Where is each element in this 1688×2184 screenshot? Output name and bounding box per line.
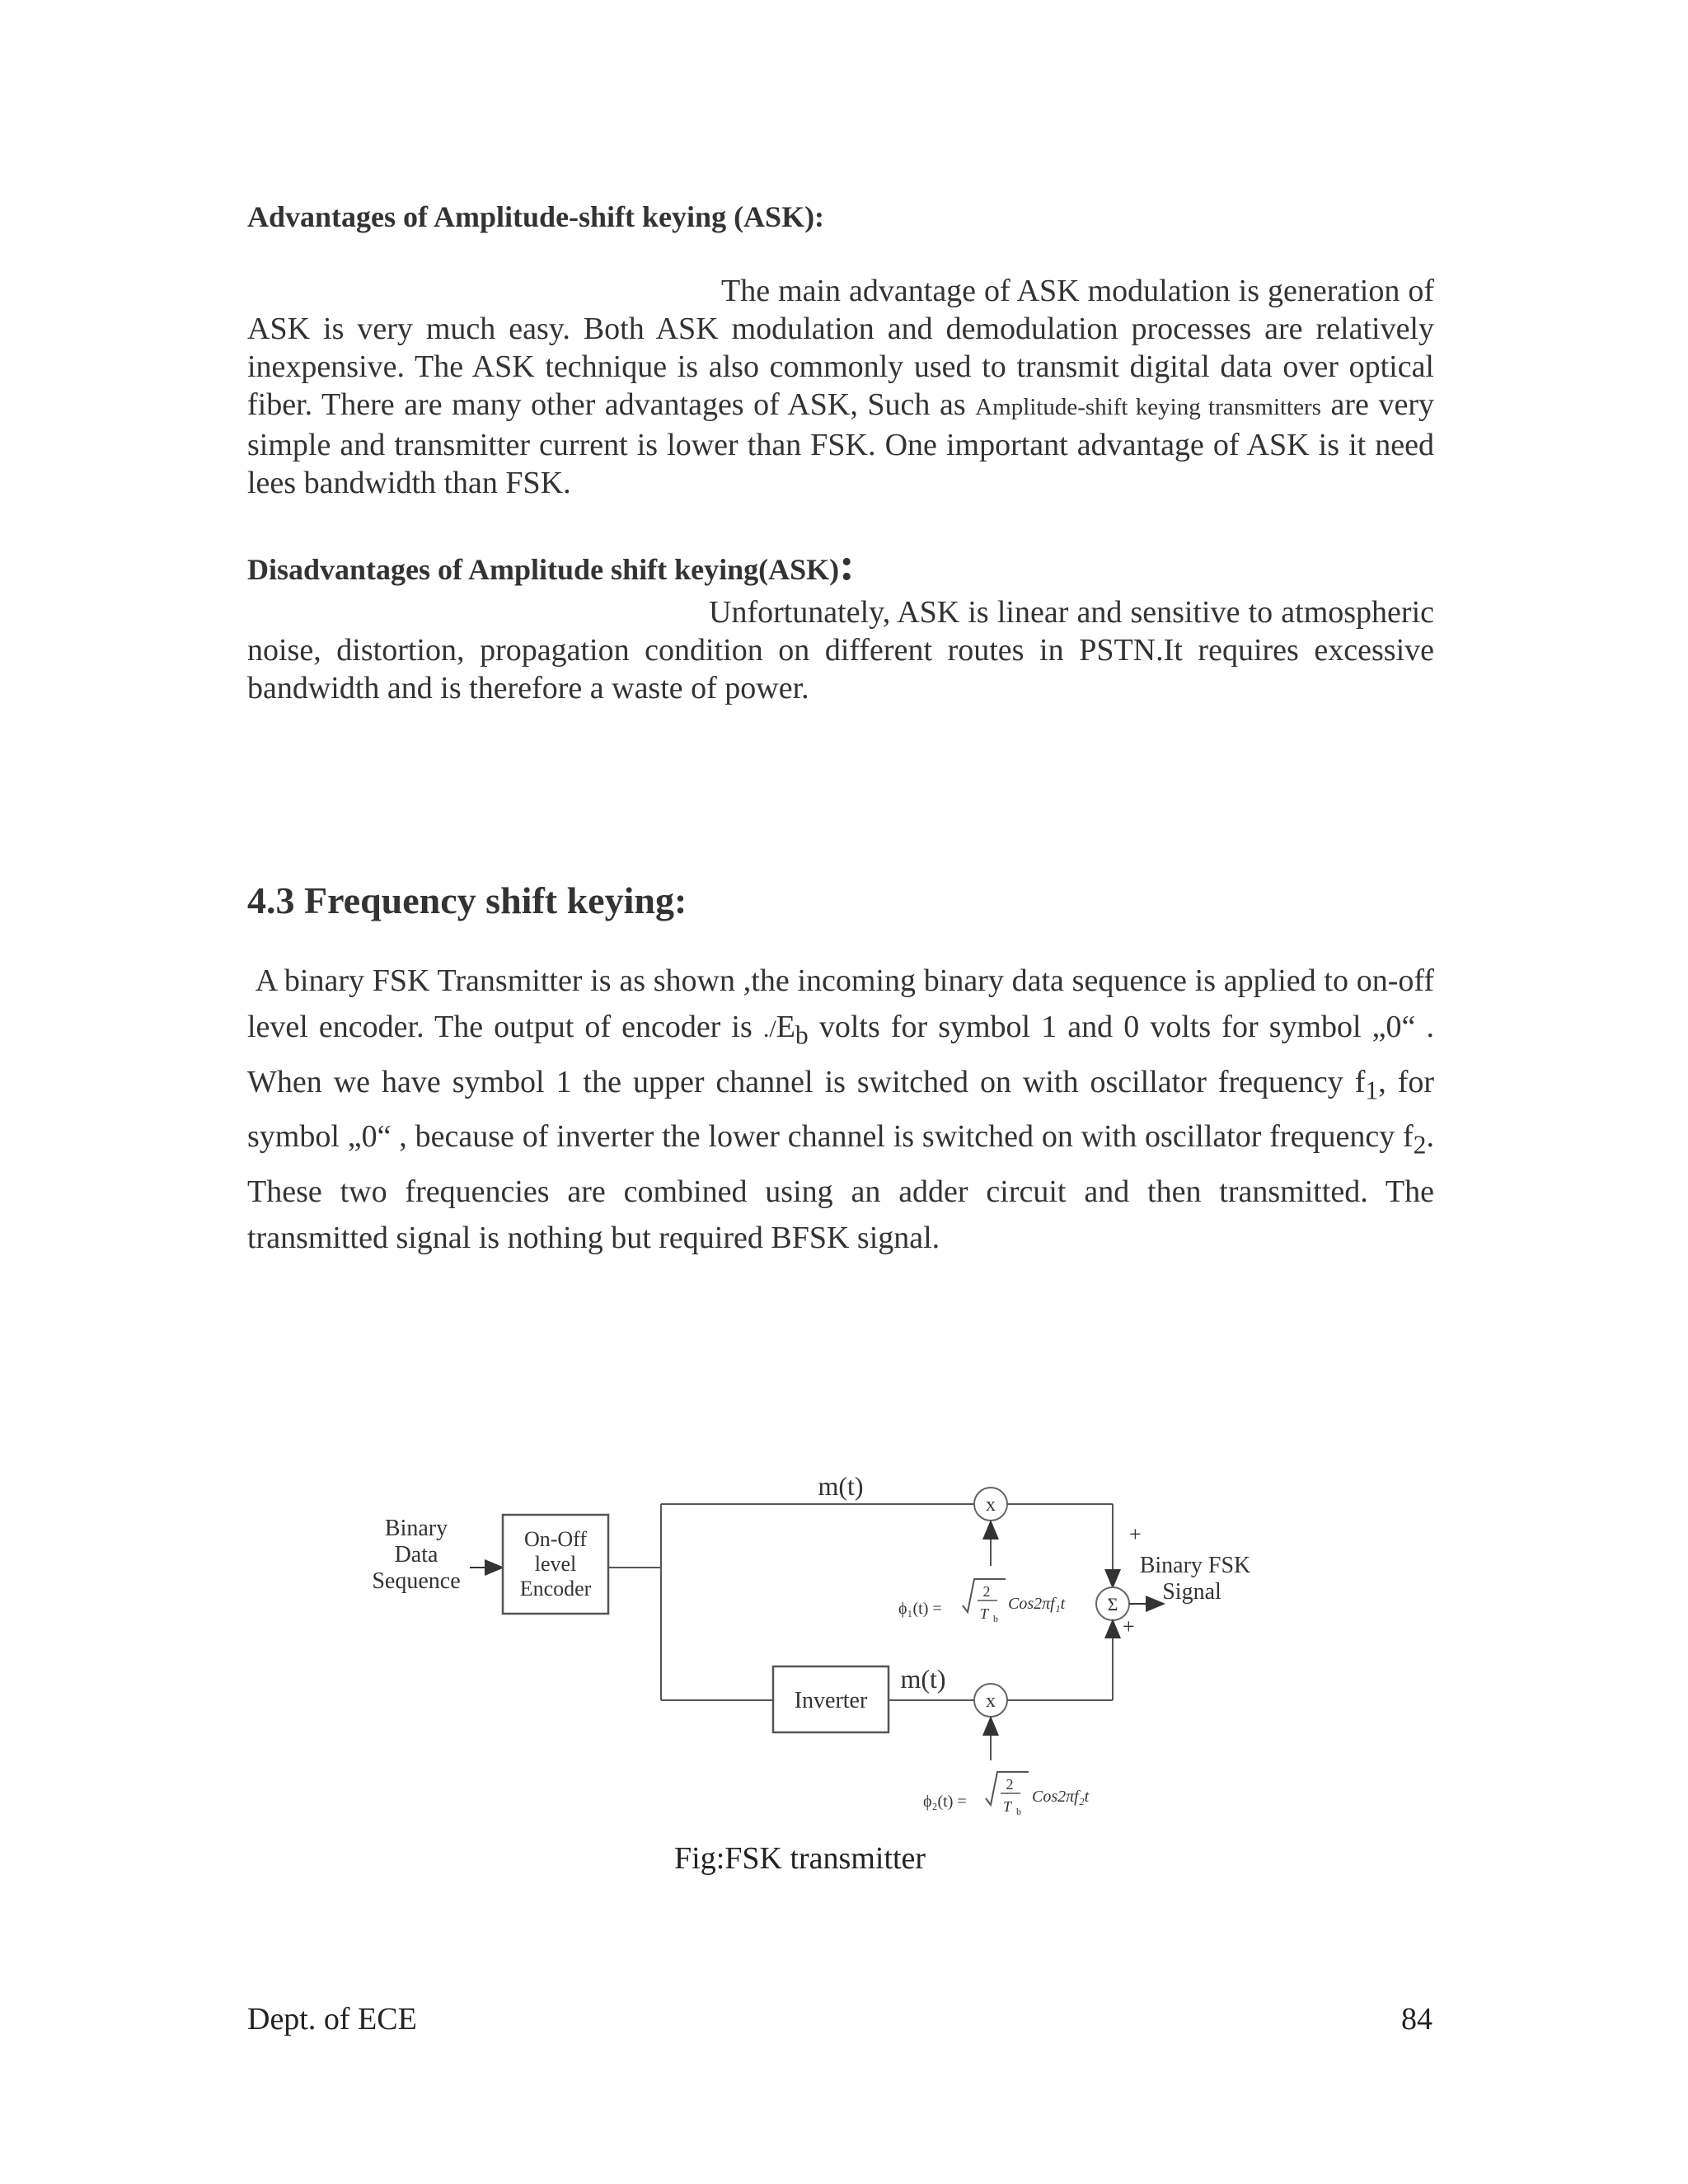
upper-multiplier-symbol: x xyxy=(986,1494,996,1516)
fsk-text-d: . These two frequencies are combined using an adder circuit and then transmitted. The transmitted signal is nothing but required BFSK signal. xyxy=(247,1119,1434,1255)
section-title: 4.3 Frequency shift keying: xyxy=(247,879,687,921)
adder-symbol: Σ xyxy=(1107,1594,1118,1615)
page-number: 84 xyxy=(1401,2002,1432,2036)
f2-subscript: 2 xyxy=(1413,1130,1427,1160)
fsk-text-c: , for symbol „0“ , because of inverter the lower channel is switched on with oscillator frequency f xyxy=(247,1064,1435,1155)
f1-subscript: 1 xyxy=(1365,1076,1379,1105)
output-label-1: Binary FSK xyxy=(1139,1553,1251,1578)
plus-upper: + xyxy=(1129,1522,1142,1546)
phi2-frac-den-sub: b xyxy=(1016,1806,1021,1817)
phi1-frac-num: 2 xyxy=(982,1583,991,1600)
phi1-frac-den-sub: b xyxy=(993,1613,998,1624)
fsk-transmitter-diagram xyxy=(354,1467,1311,1830)
disadvantages-heading xyxy=(247,539,855,590)
eb-symbol: E xyxy=(776,1010,795,1044)
phi1-label: ϕ₁(t) = xyxy=(898,1600,942,1618)
fsk-paragraph xyxy=(247,958,1434,1261)
advantages-text-2: are very simple and transmitter current is lower than FSK. One important advantage of ASK is it need lees bandwidth than FSK. xyxy=(247,387,1434,500)
figure-caption: Fig:FSK transmitter xyxy=(674,1841,926,1876)
input-label-2: Data xyxy=(394,1542,438,1568)
lower-signal-label: m(t) xyxy=(900,1664,946,1694)
advantages-paragraph xyxy=(247,272,1434,502)
phi2-frac-num: 2 xyxy=(1006,1776,1014,1793)
footer-dept: Dept. of ECE xyxy=(247,2002,417,2036)
upper-signal-label: m(t) xyxy=(818,1471,864,1501)
encoder-label-1: On-Off xyxy=(523,1527,588,1551)
input-label-1: Binary xyxy=(384,1516,448,1541)
advantages-text-1: The main advantage of ASK modulation is generation of ASK is very much easy. Both ASK modulation and demodulation processes are relatively inexpensive. The ASK technique is also commonly used to transmit digital data over optical fiber. There are many other advantages of ASK, Such as xyxy=(247,274,1434,422)
phi1-frac-den: T xyxy=(979,1605,989,1622)
disadvantages-colon: : xyxy=(839,539,855,590)
input-label-3: Sequence xyxy=(372,1568,461,1594)
fsk-text-b: volts for symbol 1 and 0 volts for symbol „0“ . When we have symbol 1 the upper channel is switched on with oscillator frequency f xyxy=(247,1010,1434,1099)
phi2-frac-den: T xyxy=(1002,1798,1012,1815)
lower-multiplier-symbol: x xyxy=(986,1690,996,1712)
advantages-text-small: Amplitude-shift keying transmitters xyxy=(975,394,1321,420)
cos2-label: Cos2πf₂t xyxy=(1032,1788,1090,1806)
advantages-heading: Advantages of Amplitude-shift keying (ASK): xyxy=(247,200,825,233)
encoder-label-2: level xyxy=(534,1552,577,1576)
fsk-text-a: A binary FSK Transmitter is as shown ,the incoming binary data sequence is applied to on-off level encoder. The output of encoder is xyxy=(247,963,1435,1044)
cos1-label: Cos2πf₁t xyxy=(1008,1595,1066,1613)
plus-lower: + xyxy=(1123,1615,1135,1638)
disadvantages-text: Unfortunately, ASK is linear and sensitive to atmospheric noise, distortion, propagation condition on different routes in PSTN.It requires excessive bandwidth and is therefore a waste of power. xyxy=(247,595,1434,705)
encoder-label-3: Encoder xyxy=(519,1577,592,1601)
disadvantages-paragraph xyxy=(247,593,1434,707)
eb-subscript: b xyxy=(795,1020,809,1050)
sqrt-mark: ./ xyxy=(762,1015,776,1043)
output-label-2: Signal xyxy=(1162,1579,1221,1605)
disadvantages-heading-text: Disadvantages of Amplitude shift keying(ASK) xyxy=(247,553,840,586)
inverter-label: Inverter xyxy=(794,1688,868,1713)
phi2-label: ϕ₂(t) = xyxy=(923,1793,967,1811)
